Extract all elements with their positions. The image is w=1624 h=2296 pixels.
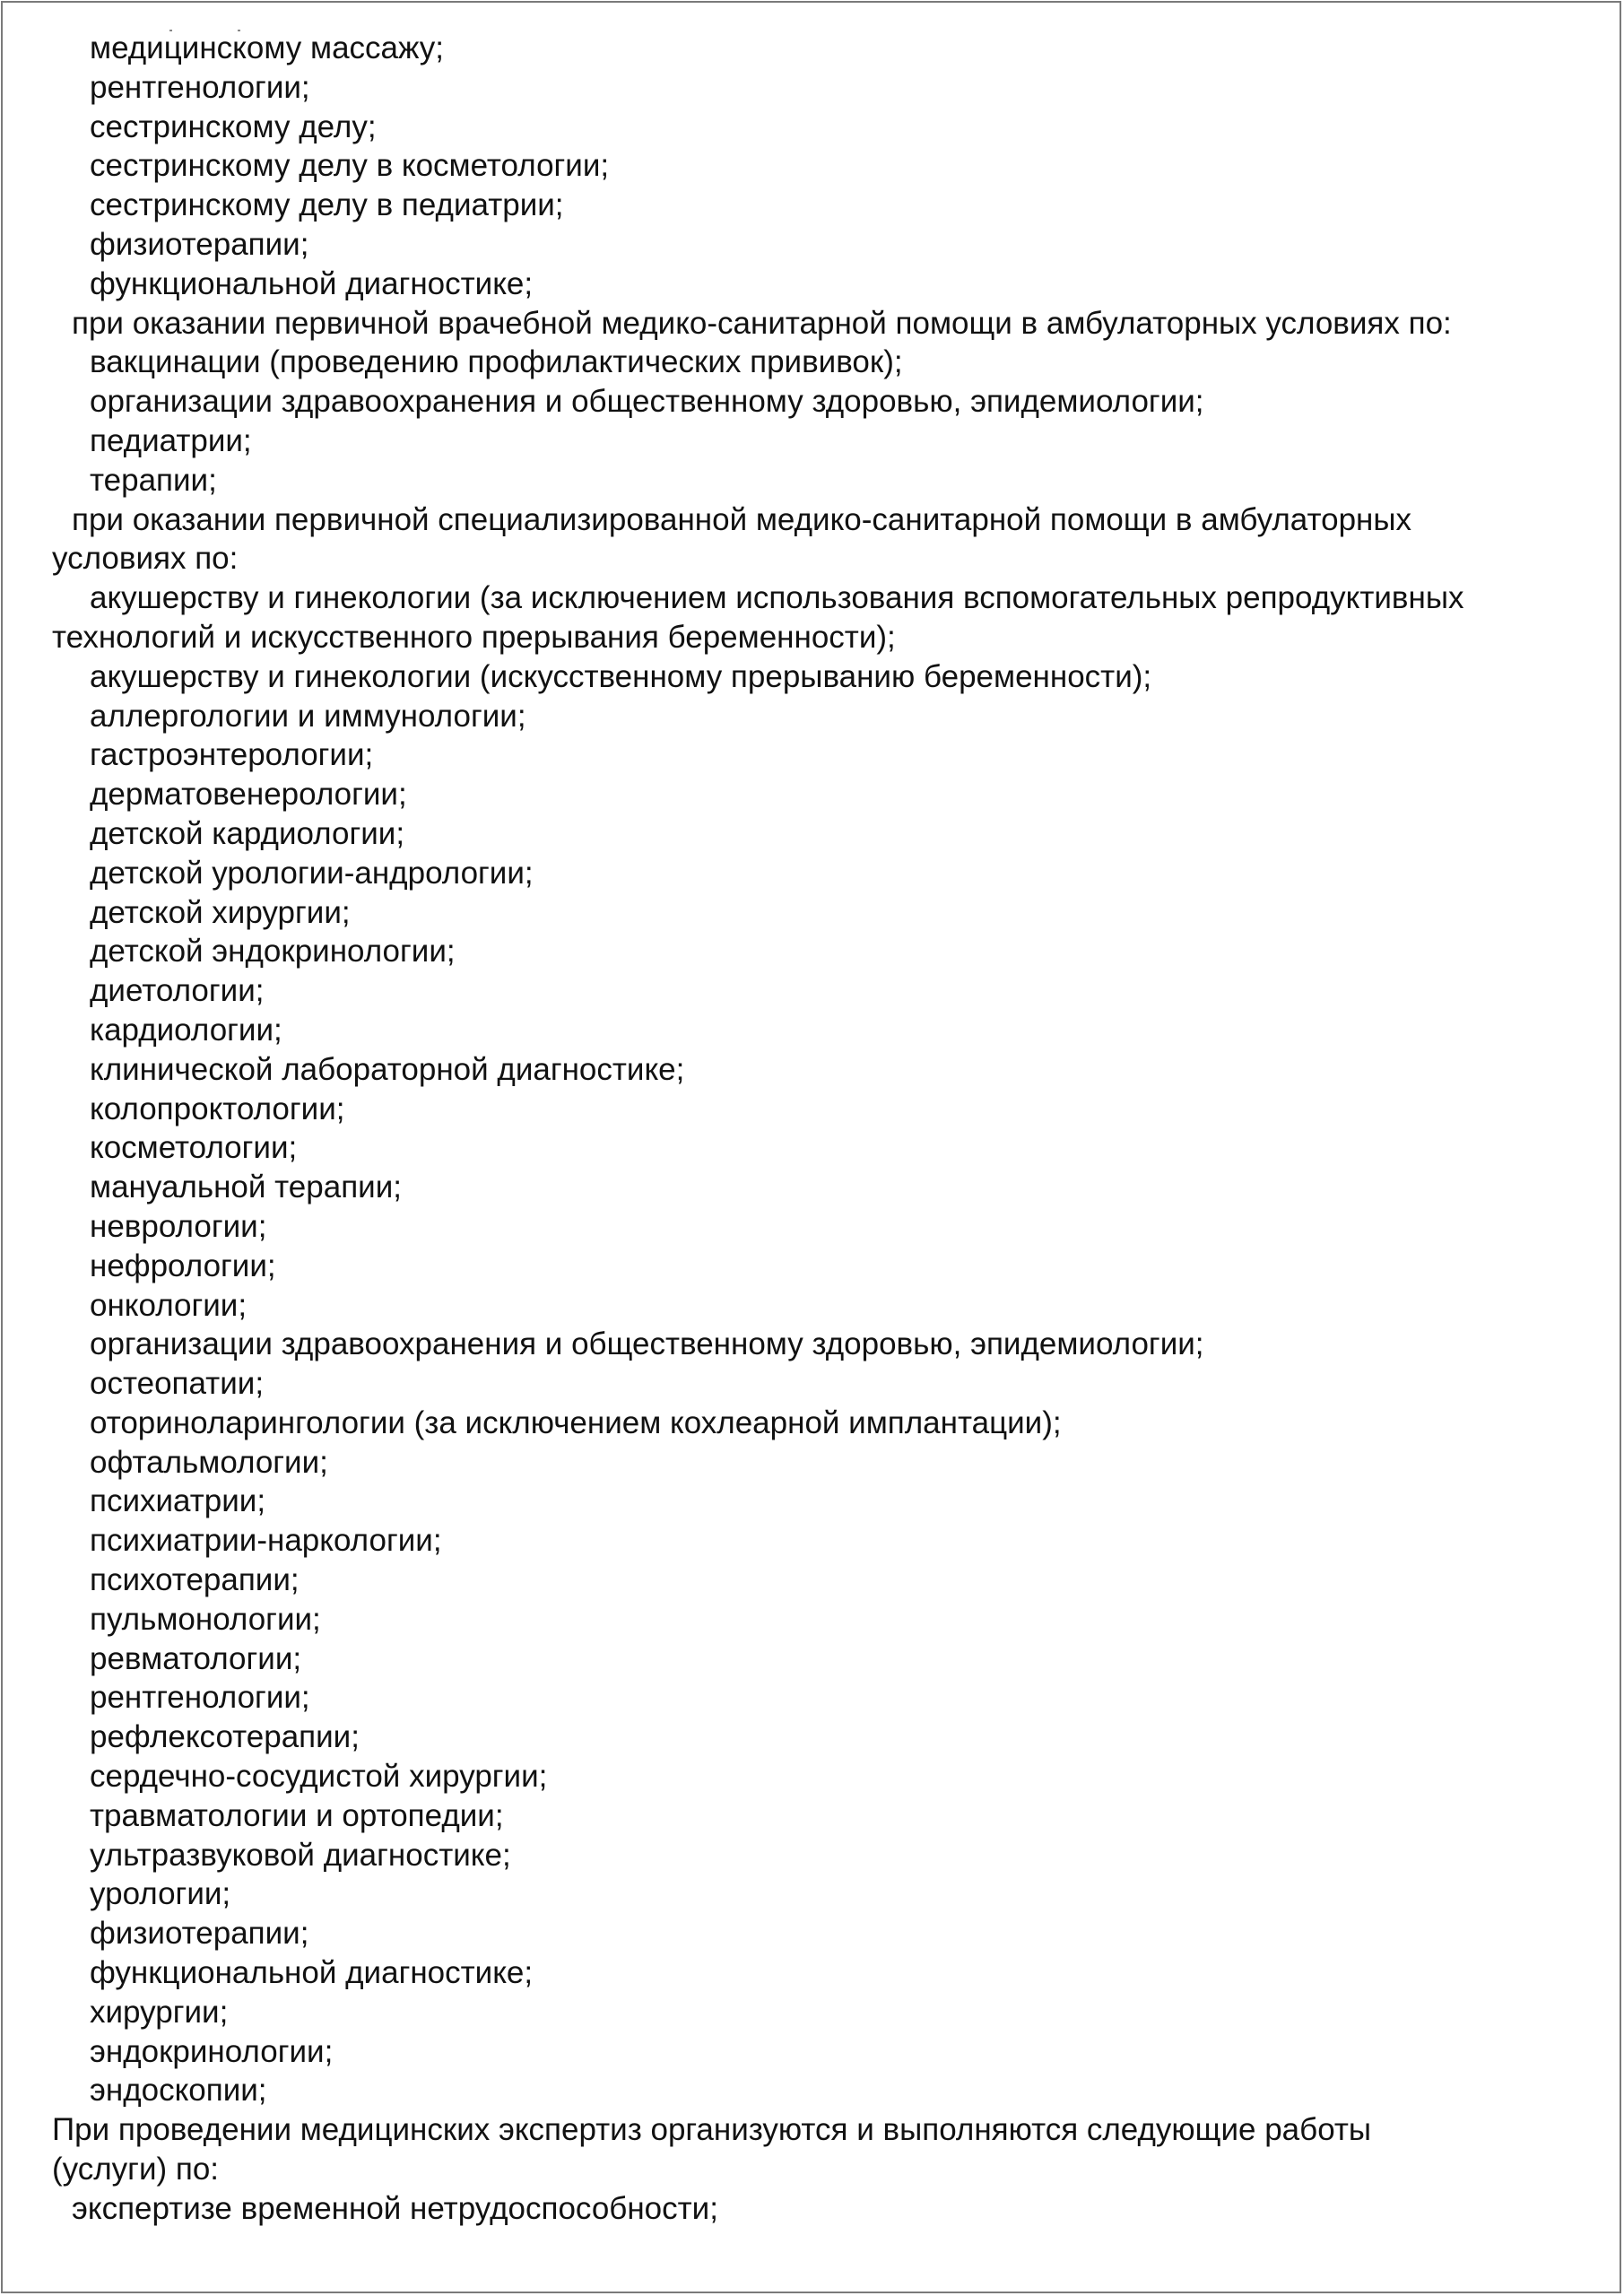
- list-item: психотерапии;: [90, 1562, 300, 1598]
- document-body: [52, 29, 1576, 2229]
- section-heading: При проведении медицинских экспертиз организуются и выполняются следующие работы: [52, 2112, 1372, 2148]
- list-item: гастроэнтерологии;: [90, 737, 374, 773]
- list-item: детской кардиологии;: [90, 815, 405, 851]
- list-item-continuation: технологий и искусственного прерывания беременности);: [52, 619, 896, 655]
- list-item: косметологии;: [90, 1130, 298, 1166]
- list-item: психиатрии-наркологии;: [90, 1523, 442, 1559]
- list-item: ультразвуковой диагностике;: [90, 1837, 511, 1873]
- list-item: физиотерапии;: [90, 1916, 309, 1952]
- list-item: акушерству и гинекологии (искусственному прерыванию беременности);: [90, 658, 1152, 694]
- list-item: сестринскому делу;: [90, 109, 377, 144]
- list-item: терапии;: [90, 462, 217, 498]
- list-item: офтальмологии;: [90, 1444, 328, 1480]
- list-item: эндокринологии;: [90, 2033, 334, 2069]
- list-item: рентгенологии;: [90, 69, 310, 105]
- list-item: мануальной терапии;: [90, 1170, 402, 1205]
- list-item: сердечно-сосудистой хирургии;: [90, 1759, 548, 1795]
- list-item: ревматологии;: [90, 1640, 302, 1676]
- list-item: функциональной диагностике;: [90, 1955, 534, 1991]
- list-item: эндоскопии;: [90, 2073, 267, 2109]
- list-item: колопроктологии;: [90, 1091, 345, 1126]
- list-item: оториноларингологии (за исключением кохлеарной имплантации);: [90, 1405, 1062, 1440]
- list-item: неврологии;: [90, 1208, 267, 1244]
- list-item: урологии;: [90, 1876, 231, 1912]
- list-item: психиатрии;: [90, 1483, 266, 1519]
- list-item: дерматовенерологии;: [90, 777, 407, 813]
- section-heading-continuation: условиях по:: [52, 541, 239, 577]
- list-item: организации здравоохранения и общественному здоровью, эпидемиологии;: [90, 1326, 1204, 1362]
- list-item: детской эндокринологии;: [90, 934, 456, 970]
- list-item: функциональной диагностике;: [90, 265, 534, 301]
- list-item: детской урологии-андрологии;: [90, 855, 534, 891]
- list-item: травматологии и ортопедии;: [90, 1797, 504, 1833]
- list-item: кардиологии;: [90, 1012, 282, 1048]
- list-item: сестринскому делу в педиатрии;: [90, 187, 564, 223]
- list-item: сестринскому делу в косметологии;: [90, 148, 610, 184]
- list-item: диетологии;: [90, 973, 265, 1009]
- list-item: физиотерапии;: [90, 226, 309, 262]
- list-item: акушерству и гинекологии (за исключением использования вспомогательных репродуктивных: [90, 580, 1464, 616]
- list-item: экспертизе временной нетрудоспособности;: [72, 2190, 718, 2226]
- list-item: медицинскому массажу;: [90, 30, 445, 65]
- list-item: нефрологии;: [90, 1248, 276, 1283]
- list-item: онкологии;: [90, 1287, 248, 1323]
- list-item: рентгенологии;: [90, 1680, 310, 1716]
- list-item: организации здравоохранения и общественному здоровью, эпидемиологии;: [90, 384, 1204, 420]
- section-heading-continuation: (услуги) по:: [52, 2152, 220, 2187]
- list-item: детской хирургии;: [90, 894, 351, 930]
- list-item: пульмонологии;: [90, 1601, 321, 1637]
- list-item: педиатрии;: [90, 422, 252, 458]
- list-item: вакцинации (проведению профилактических прививок);: [90, 344, 903, 380]
- list-item: клинической лабораторной диагностике;: [90, 1051, 685, 1087]
- list-item: остеопатии;: [90, 1366, 265, 1402]
- list-item: аллергологии и иммунологии;: [90, 698, 526, 734]
- list-item: хирургии;: [90, 1994, 229, 2030]
- section-heading: при оказании первичной специализированной медико-санитарной помощи в амбулаторных: [72, 501, 1412, 537]
- list-item: рефлексотерапии;: [90, 1719, 360, 1755]
- section-heading: при оказании первичной врачебной медико-санитарной помощи в амбулаторных условиях по:: [72, 305, 1452, 341]
